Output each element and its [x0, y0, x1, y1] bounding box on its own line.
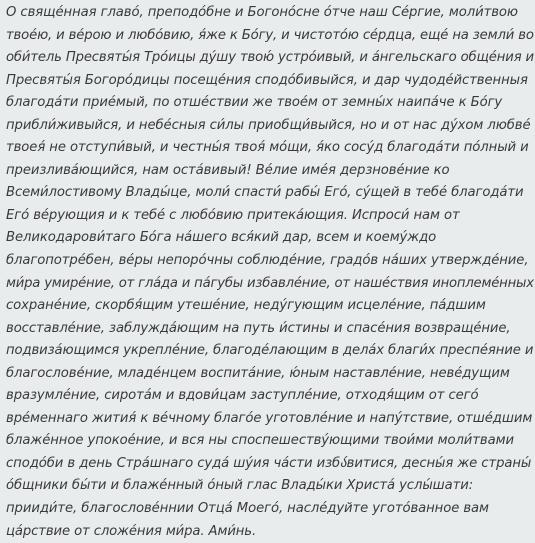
prayer-line: твое́ю, и ве́рою и любо́вию, я́же к Бо́гу, и чистото́ю се́рдца, еще́ на земли́ во — [6, 27, 534, 43]
prayer-line: Пресвяты́я Богоро́дицы посеще́ния сподо́бивыйся, и дар чудоде́йственныя — [6, 72, 528, 88]
prayer-line: О свяще́нная главо́, преподо́бне и Богоно́сне о́тче наш Се́ргие, моли́твою — [6, 5, 518, 20]
prayer-line: Его́ ве́рующия и к тебе́ с любо́вию притека́ющия. Испроси́ нам от — [6, 207, 460, 223]
prayer-line: прииди́те, благослове́ннии Отца́ Моего́, насле́дуйте угото́ванное вам — [6, 501, 489, 517]
prayer-line: Великодарови́таго Бо́га на́шего вся́кий дар, всем и коему́ждо — [6, 230, 437, 246]
prayer-line: вразумле́ние, сирота́м и вдови́цам заступле́ние, отходя́щим от сего́ — [6, 388, 479, 404]
prayer-line: оби́тель Пресвяты́я Тро́ицы ду́шу твою́ устро́ивый, и а́нгельскаго обще́ния и — [6, 50, 534, 66]
prayer-line: восставле́ние, заблужда́ющим на путь и́стины и спасе́ния возвраще́ние, — [6, 320, 511, 336]
prayer-line: блаже́нное упокое́ние, и вся ны споспешеству́ющими твои́ми моли́твами — [6, 433, 514, 449]
prayer-line: преизлива́ющийся, нам оста́вивый! Ве́лие име́я дерзнове́ние ко — [6, 162, 450, 178]
prayer-line: подвиза́ющимся укрепле́ние, благоде́лающим в дела́х благи́х преспе́яние и — [6, 343, 534, 359]
prayer-line: благослове́ние, младе́нцем воспита́ние, ю́ным наставле́ние, неве́дущим — [6, 365, 510, 381]
prayer-line: вре́меннаго жития́ к ве́чному благо́е уготовле́ние и напу́тствие, отше́дшим — [6, 410, 533, 426]
prayer-line: благода́ти прие́мый, по отше́ствии же твое́м от земны́х наипа́че к Бо́гу — [6, 95, 503, 111]
prayer-line: о́бщники бы́ти и блаже́нный о́ный глас Влады́ки Христа́ услы́шати: — [6, 478, 474, 494]
prayer-line: прибли́живыйся, и небе́сныя си́лы приобщи́выйся, но и от нас ду́хом любве́ — [6, 117, 531, 133]
prayer-line: сохране́ние, скорбя́щим утеше́ние, неду́гующим исцеле́ние, па́дшим — [6, 298, 486, 314]
prayer-line: ми́ра умире́ние, от гла́да и па́губы избавле́ние, от наше́ствия иноплеме́нных — [6, 275, 534, 291]
prayer-text — [6, 0, 535, 543]
prayer-line: ца́рствие от сложе́ния ми́ра. Ами́нь. — [6, 523, 257, 539]
prayer-line: твоея́ не отступи́вый, и честны́я твоя́ мо́щи, я́ко сосу́д благода́ти по́лный и — [6, 140, 529, 156]
prayer-line: сподо́би в день Стра́шнаго суда́ шу́ия ча́сти избა́витися, десны́я же страны́ — [6, 455, 532, 471]
prayer-line: благопотре́бен, ве́ры непоро́чны соблюде́ние, градо́в на́ших утвержде́ние, — [6, 253, 529, 269]
prayer-line: Всеми́лостивому Влады́це, моли́ спасти́ рабы́ Его́, су́щей в тебе́ благода́ти — [6, 185, 524, 201]
